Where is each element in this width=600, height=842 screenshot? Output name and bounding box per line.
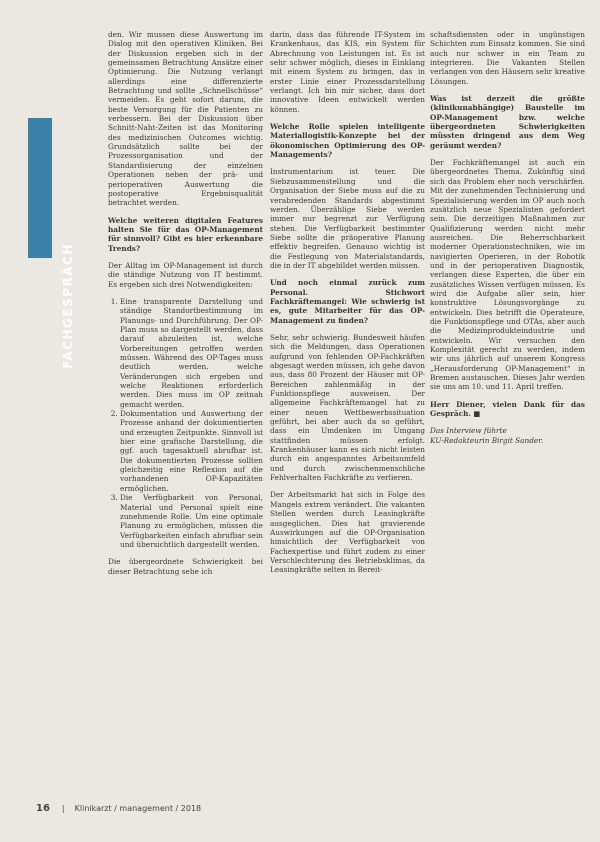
list-item: 1. Eine transparente Darstellung und ständige Standortbestimmung im Planungs- und Durchführung. Der OP-Plan muss so dargestellt werden, dass darauf abzuleiten ist, welche Vorbereitungen getroffen werden müssen. Während des OP-Tages muss deutlich werden, welche Veränderungen sich ergeben und welche Reaktionen erforderlich werden. Dies muss im OP zeitnah gemacht werden. <box>120 297 263 409</box>
page-footer <box>36 803 201 814</box>
paragraph: Sehr, sehr schwierig. Bundesweit häufen sich die Meldungen, dass Operationen aufgrund von fehlenden OP-Fachkräften abgesagt werden müssen, ich gehe davon aus, dass 80 Prozent der Häuser mit OP-Bereichen zahlenmäßig in der Funktionspflege ausweisen. Der allgemeine Fachkräftemangel hat zu einer neuen Wettbewerbssituation geführt, bei aber auch da so geführt, dass ein Umdenken im Umgang stattfinden müssen erfolgt. Krankenhäuser kann es sich nicht leisten durch ein angespanntes Arbeitsumfeld und durch zwischenmenschliche Fehlverhalten Fachkräfte zu verlieren. <box>270 332 425 483</box>
paragraph: Der Alltag im OP-Management ist durch die ständige Nutzung von IT bestimmt. Es ergeben sich drei Notwendigkeiten: <box>108 260 263 289</box>
paragraph: den. Wir mussen diese Auswertung im Dialog mit den operativen Kliniken. Bei der Diskussion ergeben sich in der gemeinsamen Betrachtung Ansätze einer Optimierung. Die Nutzung verlangt allerdings eine differenzierte Betrachtung und sollte „Schnellschüsse“ vermeiden. Es geht sofort darum, die beste Versorgung für die Patienten zu verbessern. Bei der Diskussion über Schnitt-Naht-Zeiten ist das Monitoring des medizinischen Outcomes wichtig. Grundsätzlich sollte bei der Prozessorganisation und der Standardisierung der einzelnen Operationen neben der prä- und perioperativen Auswertung die postoperative Ergebnisqualität betrachtet werden. <box>108 30 263 208</box>
byline-intro: Das Interview führte <box>430 426 507 436</box>
paragraph: Die übergeordnete Schwierigkeit bei dieser Betrachtung sehe ich <box>108 557 263 576</box>
paragraph: schaftsdiensten oder in ungünstigen Schichten zum Einsatz kommen. Sie sind auch nur schwer in ein Team zu integrieren. Die Vakanten Stellen verlangen von den Häusern sehr kreative Lösungen. <box>430 30 585 86</box>
interview-question: Und noch einmal zurück zum Personal. Stichwort Fachkräftemangel: Wie schwierig ist es, gute Mitarbeiter für das OP-Management zu finden? <box>270 278 425 325</box>
footer-separator: | <box>61 804 65 813</box>
section-tab <box>28 118 75 369</box>
interview-question: Welche Rolle spielen intelligente Materiallogistik-Konzepte bei der ökonomischen Optimierung des OP-Managements? <box>270 122 425 160</box>
numbered-list <box>108 297 263 549</box>
paragraph: Instrumentarium ist teuer. Die Siebzusammenstellung und die Organisation der Siebe muss auf die zu verabredenden Standards abgestimmt werden. Überzählige Siebe werden immer nur begrenzt zur Verfügung stehen. Die Verfügbarkeit bestimmter Siebe sollte die präoperative Planung effektiv begreifen. Genauso wichtig ist die Festlegung von Materialstandards, die in der IT abgebildet werden müssen. <box>270 167 425 270</box>
publication-name: Klinikarzt / management / 2018 <box>74 804 202 813</box>
interview-signoff: Herr Diener, vielen Dank für das Gespräch. ■ <box>430 399 585 419</box>
column-1 <box>108 30 263 584</box>
page-number: 16 <box>36 803 50 814</box>
interview-question: Was ist derzeit die größte (klinikunabhängige) Baustelle im OP-Management bzw. welche übergeordneten Schwierigkeiten müssten dringend aus dem Weg geräumt werden? <box>430 94 585 150</box>
interview-question: Welche weiteren digitalen Features halten Sie für das OP-Management für sinnvoll? Gibt es hier erkennbare Trends? <box>108 215 263 253</box>
column-2 <box>270 30 425 583</box>
list-item: 2. Dokumentation und Auswertung der Prozesse anhand der dokumentierten und erzeugten Zeitpunkte. Sinnvoll ist hier eine grafische Darstellung, die ggf. auch tagesaktuell abrufbar ist. Die dokumentierten Prozesse sollten gleichzeitig eine Reflexion auf die vorhandenen OP-Kapazitäten ermöglichen. <box>120 409 263 493</box>
paragraph: Der Arbeitsmarkt hat sich in Folge des Mangels extrem verändert. Die vakanten Stellen werden durch Leasingkräfte ausgeglichen. Dies hat gravierende Auswirkungen auf die OP-Organisation hinsichtlich der Verfügbarkeit von Fachexpertise und führt zudem zu einer Verschlechterung des Betriebsklimas, da Leasingkräfte selten in Bereit- <box>270 490 425 575</box>
list-item: 3. Die Verfügbarkeit von Personal, Material und Personal spielt eine zunehmende Rolle. Um eine optimale Planung zu ermöglichen, müssen die Verfügbarkeiten einfach abrufbar sein und übersichtlich dargestellt werden. <box>120 493 263 549</box>
paragraph: Der Fachkräftemangel ist auch ein übergeordnetes Thema. Zukünftig sind sich das Problem eher noch verschärfen. Mit der zunehmenden Technisierung und Spezialisierung werden im OP auch noch zusätzlich neue Spezialisten gefordert sein. Die derzeitigen Maßnahmen zur Qualifizierung werden nicht mehr ausreichen. Die Beherrschbarkeit moderner Operationstechniken, wie im navigierten Operieren, in der Robotik und in der perioperativen Diagnostik, verlangen diese Experten, die über ein zusätzliches Wissen verfügen müssen. Es wird die Aufgabe aller sein, hier konstruktive Lösungsvorgänge zu entwickeln. Dies betrifft die Operateure, die Funktionspflege und OTAs, aber auch die Medizinprodukteindustrie und entwickeln. Wir versuchen den Komplexität gerecht zu werden, indem wir uns jährlich auf unserem Kongress „Herausforderung OP-Management“ in Bremen austauschen. Dieses Jahr werden sie uns am 10. und 11. April treffen. <box>430 158 585 392</box>
byline-author: KU-Redakteurin Birgit Sander. <box>430 435 544 445</box>
section-label: FACHGESPRÄCH <box>61 243 75 369</box>
paragraph: darin, dass das führende IT-System im Krankenhaus, das KIS, ein System für Abrechnung von Leistungen ist. Es ist sehr schwer möglich, dieses in Einklang mit einem System zu bringen, das in erster Linie einer Prozessdarstellung verlangt. Ich bin mir sicher, dass dort innovative Ideen entwickelt werden können. <box>270 30 425 114</box>
column-3 <box>430 30 585 445</box>
